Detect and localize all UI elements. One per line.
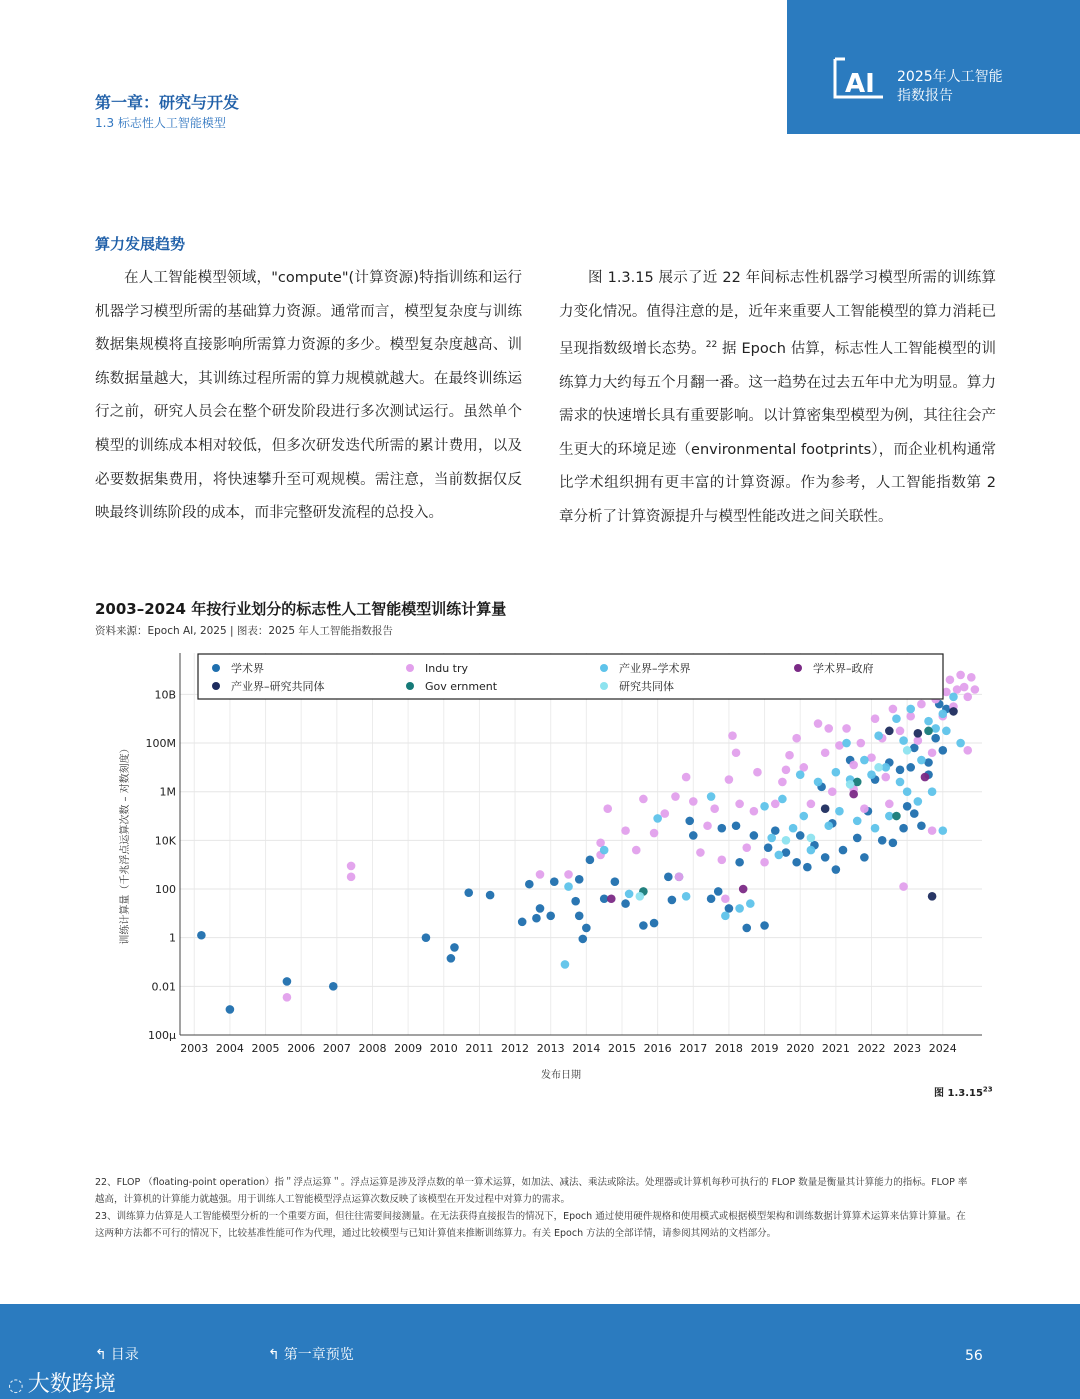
data-point	[732, 821, 741, 830]
y-tick-label: 10B	[154, 688, 176, 702]
data-point	[447, 954, 456, 963]
data-point	[518, 918, 527, 927]
data-point	[938, 826, 947, 835]
data-point	[550, 877, 559, 886]
data-point	[921, 773, 930, 782]
data-point	[903, 802, 912, 811]
data-point	[857, 739, 866, 748]
data-point	[564, 882, 573, 891]
data-point	[450, 943, 459, 952]
x-tick-label: 2009	[394, 1042, 423, 1055]
data-point	[771, 826, 780, 835]
data-point	[625, 890, 634, 899]
right-paragraph-part2: 据 Epoch 估算，标志性人工智能模型的训练算力大约每五个月翻一番。这一趋势在过去五年中尤为明显。算力需求的快速增长具有重要影响。以计算密集型模型为例，其往往会产生更大的环境足迹（environmental footprints），而企业机构通常比学术组织拥有更丰富的计算资源。作为参考，人工智能指数第 2 章分析了计算资源提升与模型性能改进之间关联性。	[559, 341, 997, 525]
data-point	[582, 924, 591, 933]
data-point	[878, 836, 887, 845]
data-point	[924, 717, 933, 726]
data-point	[914, 729, 923, 738]
data-point	[906, 763, 915, 772]
data-point	[938, 710, 947, 719]
data-point	[963, 746, 972, 755]
report-name	[897, 68, 1067, 106]
data-point	[571, 897, 580, 906]
page-footer	[0, 1304, 1080, 1399]
data-point	[917, 821, 926, 830]
data-point	[903, 787, 912, 796]
legend-marker	[212, 682, 220, 690]
data-point	[636, 892, 645, 901]
right-paragraph	[559, 262, 996, 535]
data-point	[949, 707, 958, 716]
footnote-ref-22[interactable]: 22	[705, 340, 718, 351]
data-point	[536, 870, 545, 879]
x-tick-label: 2007	[322, 1042, 351, 1055]
data-point	[347, 862, 356, 871]
data-point	[892, 714, 901, 723]
ai-index-logo	[831, 55, 887, 101]
data-point	[714, 887, 723, 896]
x-tick-label: 2016	[643, 1042, 672, 1055]
data-point	[799, 812, 808, 821]
data-point	[728, 731, 737, 740]
data-point	[871, 714, 880, 723]
data-point	[675, 873, 684, 882]
data-point	[796, 770, 805, 779]
data-point	[721, 894, 730, 903]
chapter-subtitle: 1.3 标志性人工智能模型	[95, 116, 226, 130]
y-axis-title: 训练计算量（千兆浮点运算次数 – 对数刻度）	[120, 743, 131, 945]
data-point	[963, 692, 972, 701]
data-point	[653, 814, 662, 823]
x-tick-label: 2019	[750, 1042, 779, 1055]
data-point	[621, 899, 630, 908]
data-point	[575, 911, 584, 920]
data-point	[717, 856, 726, 865]
data-point	[639, 795, 648, 804]
legend-marker	[406, 682, 414, 690]
data-point	[464, 888, 473, 897]
data-point	[782, 765, 791, 774]
x-tick-label: 2004	[215, 1042, 244, 1055]
data-point	[607, 894, 616, 903]
data-point	[603, 804, 612, 813]
data-point	[226, 1005, 235, 1014]
watermark	[8, 1367, 116, 1398]
data-point	[725, 775, 734, 784]
data-point	[956, 739, 965, 748]
page-number: 56	[965, 1348, 983, 1364]
data-point	[899, 824, 908, 833]
data-point	[871, 824, 880, 833]
data-point	[785, 751, 794, 760]
y-tick-label: 100M	[145, 737, 176, 751]
data-point	[707, 792, 716, 801]
data-point	[874, 731, 883, 740]
data-point	[611, 877, 620, 886]
data-point	[682, 773, 691, 782]
data-point	[796, 831, 805, 840]
legend-label: 学术界	[231, 662, 264, 675]
data-point	[760, 802, 769, 811]
x-tick-label: 2020	[786, 1042, 815, 1055]
data-point	[197, 931, 206, 940]
report-name-line1: 2025年人工智能	[897, 69, 1003, 85]
data-point	[764, 843, 773, 852]
data-point	[536, 904, 545, 913]
data-point	[807, 834, 816, 843]
data-point	[742, 924, 751, 933]
training-compute-scatter-chart	[110, 645, 990, 1085]
data-point	[671, 792, 680, 801]
data-point	[347, 873, 356, 882]
data-point	[821, 804, 830, 813]
x-tick-label: 2006	[287, 1042, 316, 1055]
data-point	[881, 773, 890, 782]
data-point	[821, 853, 830, 862]
toc-link[interactable]	[95, 1344, 139, 1364]
data-point	[778, 778, 787, 787]
data-point	[685, 817, 694, 826]
data-point	[742, 843, 751, 852]
data-point	[660, 809, 669, 818]
data-point	[596, 838, 605, 847]
legend-marker	[600, 682, 608, 690]
footnote-ref-23[interactable]: 23	[982, 1085, 993, 1094]
data-point	[860, 853, 869, 862]
x-tick-label: 2011	[465, 1042, 494, 1055]
data-point	[689, 831, 698, 840]
data-point	[632, 846, 641, 855]
x-tick-label: 2013	[536, 1042, 565, 1055]
data-point	[664, 873, 673, 882]
watermark-text: 大数跨境	[27, 1372, 116, 1397]
data-point	[821, 748, 830, 757]
data-point	[860, 804, 869, 813]
data-point	[707, 894, 716, 903]
data-point	[960, 683, 969, 692]
data-point	[928, 748, 937, 757]
data-point	[846, 780, 855, 789]
chapter-preview-label: 第一章预览	[283, 1347, 354, 1363]
legend-label: 学术界–政府	[813, 662, 874, 675]
x-tick-label: 2022	[857, 1042, 886, 1055]
right-column	[559, 262, 996, 535]
data-point	[889, 705, 898, 714]
section-heading: 算力发展趋势	[95, 235, 186, 253]
report-name-line2: 指数报告	[897, 88, 953, 104]
data-point	[750, 807, 759, 816]
data-point	[767, 834, 776, 843]
data-point	[824, 724, 833, 733]
data-point	[967, 673, 976, 682]
data-point	[586, 856, 595, 865]
data-point	[650, 829, 659, 838]
data-point	[792, 734, 801, 743]
data-point	[710, 804, 719, 813]
data-point	[750, 831, 759, 840]
data-point	[735, 800, 744, 809]
data-point	[575, 875, 584, 884]
y-tick-label: 0.01	[151, 980, 176, 994]
y-tick-label: 100	[155, 883, 176, 897]
x-tick-label: 2014	[572, 1042, 601, 1055]
footnote-23: 23、训练算力估算是人工智能模型分析的一个重要方面，但往往需要间接测量。在无法获得直接报告的情况下，Epoch 通过使用硬件规格和使用模式或根据模型架构和训练数据计算算术运算来估算计算量。在这两种方法都不可行的情况下，比较基准性能可作为代理，通过比较模型与已知计算值来推断训练算力。有关 Epoch 方法的全部详情，请参阅其网站的文档部分。	[95, 1211, 966, 1239]
data-point	[696, 848, 705, 857]
data-point	[760, 858, 769, 867]
data-point	[753, 768, 762, 777]
data-point	[931, 734, 940, 743]
data-point	[942, 727, 951, 736]
data-point	[525, 880, 534, 889]
data-point	[561, 960, 570, 969]
report-brand-box	[787, 0, 1080, 134]
plot-area	[180, 653, 982, 1035]
data-point	[546, 911, 555, 920]
data-point	[896, 778, 905, 787]
data-point	[283, 993, 292, 1002]
data-point	[896, 765, 905, 774]
data-point	[917, 700, 926, 709]
ai-logo-text: AI	[845, 69, 875, 99]
data-point	[867, 770, 876, 779]
data-point	[578, 935, 587, 944]
data-point	[564, 870, 573, 879]
legend-label: Gov ernment	[425, 680, 498, 693]
x-tick-label: 2018	[714, 1042, 743, 1055]
data-point	[928, 787, 937, 796]
legend-marker	[794, 664, 802, 672]
x-tick-label: 2008	[358, 1042, 387, 1055]
data-point	[853, 817, 862, 826]
data-point	[814, 719, 823, 728]
data-point	[735, 858, 744, 867]
data-point	[778, 795, 787, 804]
data-point	[775, 851, 784, 860]
data-point	[896, 727, 905, 736]
data-point	[824, 821, 833, 830]
data-point	[924, 727, 933, 736]
data-point	[807, 800, 816, 809]
data-point	[860, 756, 869, 765]
data-point	[849, 761, 858, 770]
data-point	[892, 812, 901, 821]
data-point	[971, 685, 980, 694]
data-point	[792, 858, 801, 867]
data-point	[329, 982, 338, 991]
data-point	[639, 921, 648, 930]
data-point	[949, 692, 958, 701]
data-point	[814, 778, 823, 787]
toc-label: 目录	[110, 1347, 139, 1363]
data-point	[917, 756, 926, 765]
data-point	[889, 838, 898, 847]
data-point	[799, 763, 808, 772]
chart-source: 资料来源：Epoch AI, 2025 | 图表：2025 年人工智能指数报告	[95, 625, 393, 637]
data-point	[903, 746, 912, 755]
data-point	[835, 807, 844, 816]
return-arrow-icon: ↰	[95, 1347, 107, 1363]
data-point	[928, 892, 937, 901]
data-point	[721, 911, 730, 920]
data-point	[739, 885, 748, 894]
data-point	[807, 846, 816, 855]
x-tick-label: 2012	[501, 1042, 530, 1055]
data-point	[486, 891, 495, 900]
legend-marker	[600, 664, 608, 672]
y-tick-label: 10K	[154, 834, 176, 848]
x-tick-label: 2024	[928, 1042, 957, 1055]
data-point	[899, 736, 908, 745]
data-point	[899, 882, 908, 891]
x-tick-label: 2010	[429, 1042, 458, 1055]
data-point	[885, 727, 894, 736]
data-point	[703, 821, 712, 830]
chart-title: 2003–2024 年按行业划分的标志性人工智能模型训练计算量	[95, 600, 507, 618]
data-point	[853, 834, 862, 843]
legend-label: Indu try	[425, 662, 469, 675]
data-point	[928, 826, 937, 835]
legend-label: 产业界–学术界	[619, 662, 691, 675]
data-point	[849, 790, 858, 799]
data-point	[803, 863, 812, 872]
data-point	[732, 748, 741, 757]
data-point	[717, 824, 726, 833]
chapter-title: 第一章：研究与开发	[95, 93, 240, 112]
figure-label	[934, 1084, 993, 1099]
data-point	[650, 919, 659, 928]
left-column	[95, 262, 522, 531]
data-point	[832, 865, 841, 874]
legend-marker	[212, 664, 220, 672]
data-point	[874, 763, 883, 772]
data-point	[621, 826, 630, 835]
watermark-logo-icon: ◌	[8, 1375, 24, 1396]
data-point	[842, 724, 851, 733]
legend-marker	[406, 664, 414, 672]
chapter-preview-link[interactable]	[268, 1344, 354, 1364]
data-point	[938, 746, 947, 755]
data-point	[600, 846, 609, 855]
x-axis-title: 发布日期	[541, 1070, 581, 1081]
data-point	[760, 921, 769, 930]
x-tick-label: 2023	[893, 1042, 922, 1055]
x-tick-label: 2003	[180, 1042, 209, 1055]
data-point	[789, 824, 798, 833]
data-point	[283, 977, 292, 986]
footnotes	[95, 1174, 975, 1242]
data-point	[746, 899, 755, 908]
right-paragraph-part1: 图 1.3.15 展示了近 22 年间标志性机器学习模型所需的训练算力变化情况。值得注意的是，近年来重要人工智能模型的算力消耗已呈现指数级增长态势。	[559, 270, 996, 358]
y-tick-label: 100μ	[148, 1029, 176, 1042]
footnote-22: 22、FLOP （floating-point operation）指＂浮点运算＂。浮点运算是涉及浮点数的单一算术运算，如加法、减法、乘法或除法。处理器或计算机每秒可执行的 FLOP 数量是衡量其计算能力的指标。FLOP 率越高，计算机的计算能力就越强。用于训练人工智能模型浮点运算次数反映了该模型在开发过程中对算力的需求。	[95, 1177, 968, 1205]
figure-label-text: 图 1.3.15	[934, 1088, 983, 1099]
x-tick-label: 2015	[607, 1042, 636, 1055]
data-point	[914, 797, 923, 806]
data-point	[782, 836, 791, 845]
data-point	[885, 800, 894, 809]
data-point	[828, 787, 837, 796]
data-point	[689, 797, 698, 806]
data-point	[839, 846, 848, 855]
data-point	[422, 933, 431, 942]
data-point	[682, 892, 691, 901]
legend-label: 产业界–研究共同体	[231, 680, 325, 693]
data-point	[956, 671, 965, 680]
legend-label: 研究共同体	[619, 680, 674, 693]
x-tick-label: 2005	[251, 1042, 280, 1055]
data-point	[910, 809, 919, 818]
data-point	[842, 739, 851, 748]
left-paragraph: 在人工智能模型领域，"compute"(计算资源)特指训练和运行机器学习模型所需的基础算力资源。通常而言，模型复杂度与训练数据集规模将直接影响所需算力资源的多少。模型复杂度越高、训练数据量越大，其训练过程所需的算力规模就越大。在最终训练运行之前，研究人员会在整个研发阶段进行多次测试运行。虽然单个模型的训练成本相对较低，但多次研发迭代所需的累计费用，以及必要数据集费用，将快速攀升至可观规模。需注意，当前数据仅反映最终训练阶段的成本，而非完整研发流程的总投入。	[95, 270, 522, 522]
data-point	[906, 705, 915, 714]
x-tick-label: 2017	[679, 1042, 708, 1055]
data-point	[771, 800, 780, 809]
data-point	[532, 914, 541, 923]
data-point	[735, 904, 744, 913]
data-point	[946, 675, 955, 684]
x-tick-label: 2021	[821, 1042, 850, 1055]
data-point	[832, 768, 841, 777]
data-point	[668, 896, 677, 905]
return-arrow-icon: ↰	[268, 1347, 280, 1363]
data-point	[725, 904, 734, 913]
y-tick-label: 1M	[159, 785, 176, 799]
y-tick-label: 1	[169, 931, 176, 945]
